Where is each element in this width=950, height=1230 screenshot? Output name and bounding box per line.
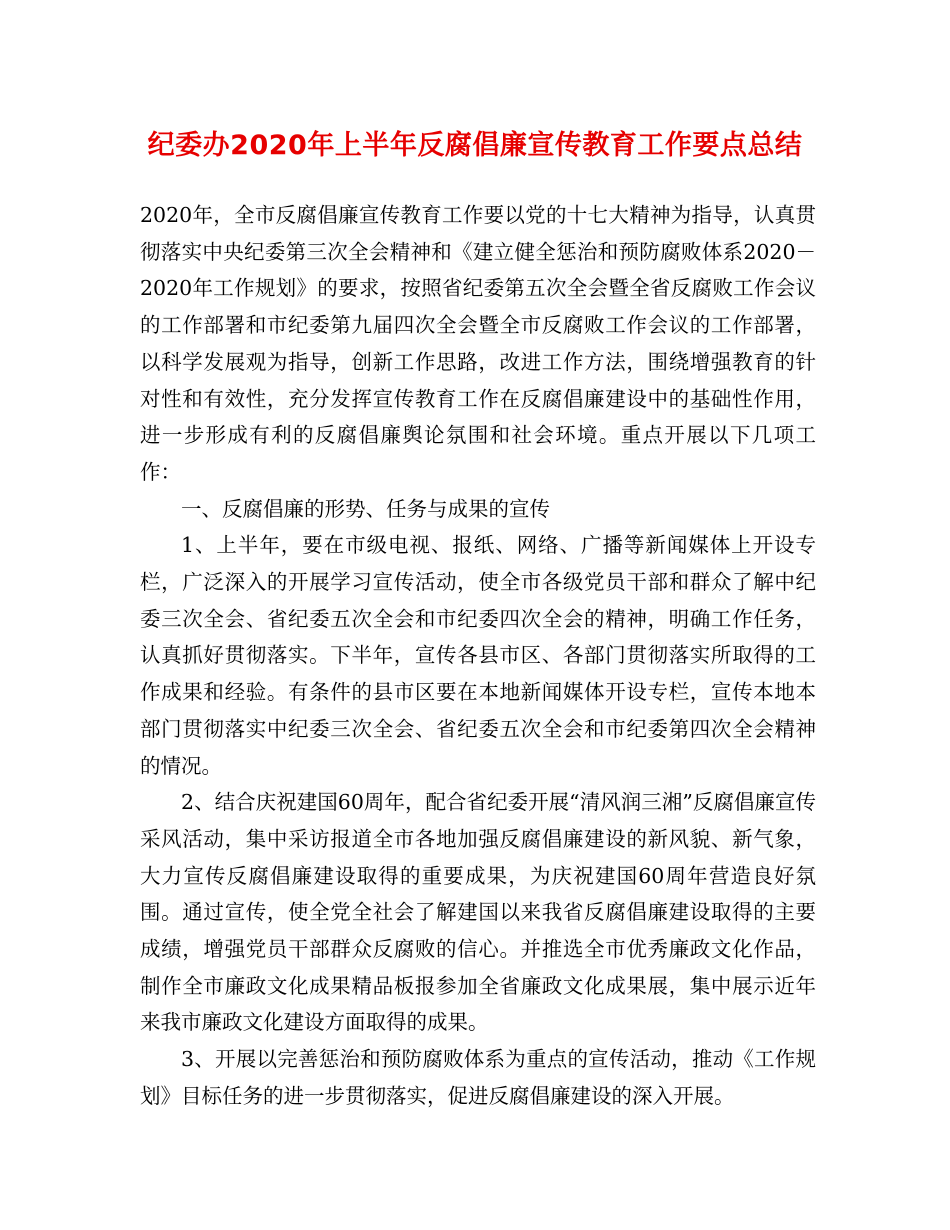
- paragraph-item-3: 3、开展以完善惩治和预防腐败体系为重点的宣传活动，推动《工作规划》目标任务的进一步贯彻落实，促进反腐倡廉建设的深入开展。: [140, 1047, 816, 1108]
- paragraph-item-2: 2、结合庆祝建国60周年，配合省纪委开展“清风润三湘”反腐倡廉宣传采风活动，集中采访报道全市各地加强反腐倡廉建设的新风貌、新气象，大力宣传反腐倡廉建设取得的重要成果，为庆祝建国60周年营造良好氛围。通过宣传，使全党全社会了解建国以来我省反腐倡廉建设取得的主要成绩，增强党员干部群众反腐败的信心。并推选全市优秀廉政文化作品，制作全市廉政文化成果精品板报参加全省廉政文化成果展，集中展示近年来我市廉政文化建设方面取得的成果。: [140, 790, 816, 1035]
- document-title: 纪委办2020年上半年反腐倡廉宣传教育工作要点总结: [147, 130, 803, 161]
- paragraph-item-1: 1、上半年，要在市级电视、报纸、网络、广播等新闻媒体上开设专栏，广泛深入的开展学习宣传活动，使全市各级党员干部和群众了解中纪委三次全会、省纪委五次全会和市纪委四次全会的精神，明确工作任务，认真抓好贯彻落实。下半年，宣传各县市区、各部门贯彻落实所取得的工作成果和经验。有条件的县市区要在本地新闻媒体开设专栏，宣传本地本部门贯彻落实中纪委三次全会、省纪委五次全会和市纪委第四次全会精神的情况。: [140, 533, 816, 778]
- section-heading-1: 一、反腐倡廉的形势、任务与成果的宣传: [181, 496, 550, 521]
- paragraph-intro: 2020年，全市反腐倡廉宣传教育工作要以党的十七大精神为指导，认真贯彻落实中央纪委第三次全会精神和《建立健全惩治和预防腐败体系2020－2020年工作规划》的要求，按照省纪委第五次全会暨全省反腐败工作会议的工作部署和市纪委第九届四次全会暨全市反腐败工作会议的工作部署，以科学发展观为指导，创新工作思路，改进工作方法，围绕增强教育的针对性和有效性，充分发挥宣传教育工作在反腐倡廉建设中的基础性作用，进一步形成有利的反腐倡廉舆论氛围和社会环境。重点开展以下几项工作：: [140, 203, 816, 484]
- document-body: [140, 197, 816, 1115]
